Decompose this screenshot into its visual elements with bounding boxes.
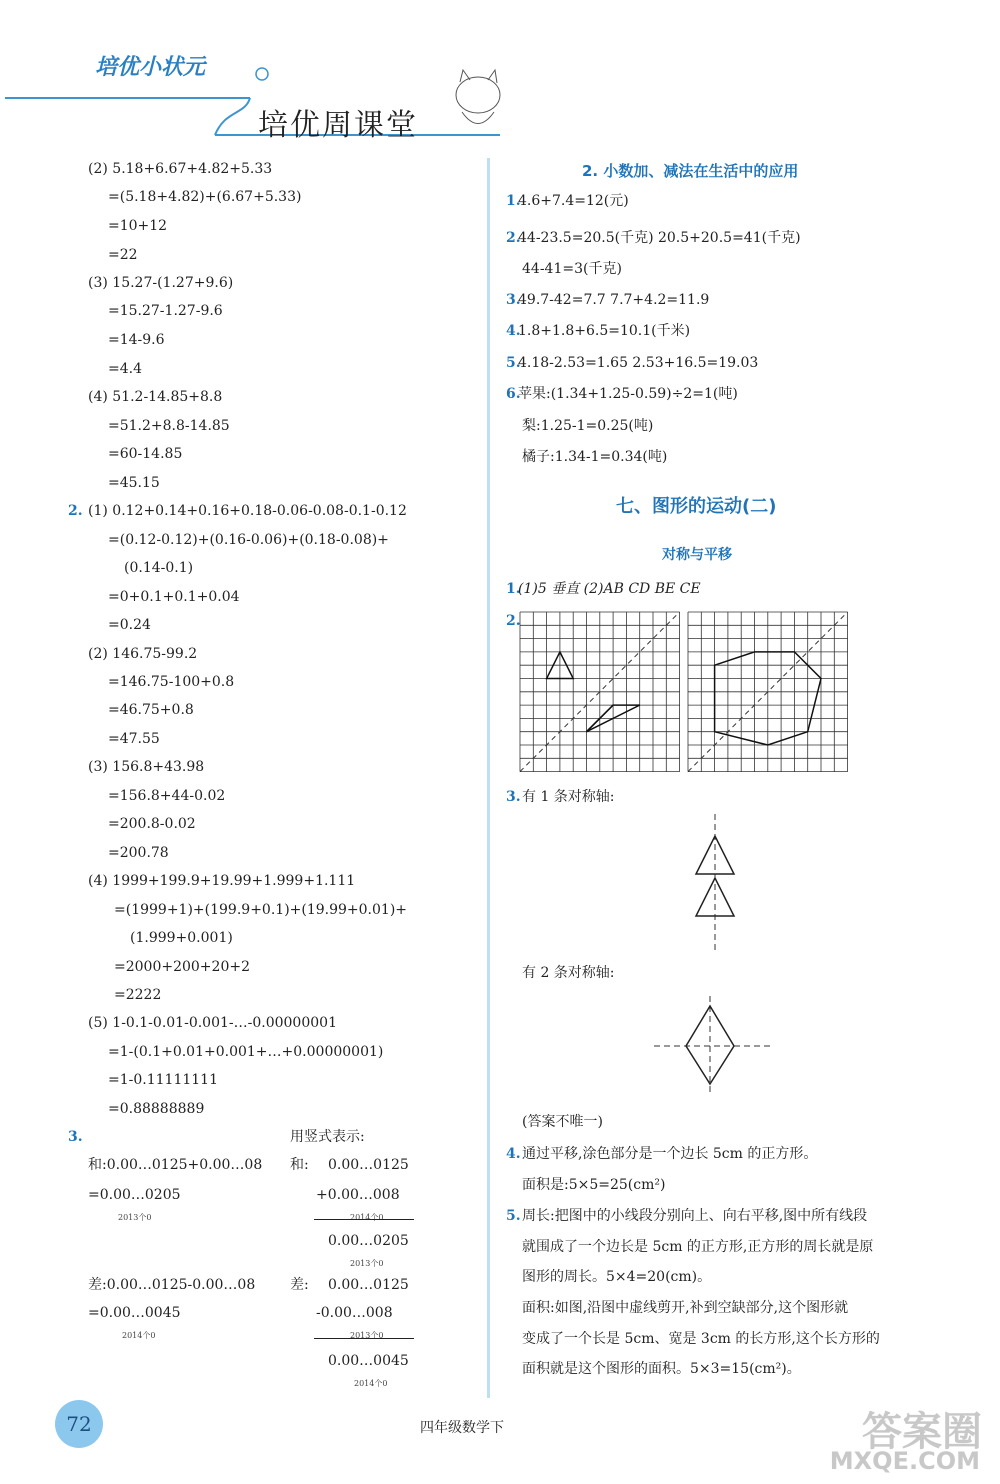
q3-diff-result: =0.00…0045 <box>88 1305 181 1321</box>
watermark-url: MXQE.COM <box>829 1447 980 1475</box>
calc-line: =146.75-100+0.8 <box>108 674 235 690</box>
answer-number: 5. <box>506 355 521 371</box>
v-sum-b-sub: 2014个0 <box>350 1213 384 1222</box>
question-number: 2. <box>68 503 83 519</box>
calc-line: (2) 5.18+6.67+4.82+5.33 <box>88 161 273 177</box>
answer-line: 橘子:1.34-1=0.34(吨) <box>522 449 668 465</box>
cat-icon <box>456 70 500 124</box>
calc-line: =(0.12-0.12)+(0.16-0.06)+(0.18-0.08)+ <box>108 532 389 548</box>
q3-sum-sub: 2013个0 <box>118 1213 152 1222</box>
q5-line1: 周长:把图中的小线段分别向上、向右平移,图中所有线段 <box>522 1208 868 1224</box>
v-diff-result: 0.00…0045 <box>328 1353 409 1369</box>
v-diff-a: 0.00…0125 <box>328 1277 409 1293</box>
answer-number: 3. <box>506 292 521 308</box>
answer-line: 44-41=3(千克) <box>522 261 622 277</box>
header-logo: 培优小状元 <box>95 54 206 80</box>
q5-number: 5. <box>506 1208 521 1224</box>
answer-line: 4.18-2.53=1.65 2.53+16.5=19.03 <box>518 355 759 371</box>
calc-line: (1.999+0.001) <box>130 930 233 946</box>
calc-line: =45.15 <box>108 475 160 491</box>
calc-line: (3) 156.8+43.98 <box>88 759 205 775</box>
calc-line: =60-14.85 <box>108 446 183 462</box>
grid-figures <box>518 610 854 775</box>
answer-line: 梨:1.25-1=0.25(吨) <box>522 418 654 434</box>
sub-title: 对称与平移 <box>662 547 732 563</box>
v-sum-label: 和: <box>290 1157 309 1173</box>
column-divider <box>487 158 490 1398</box>
v-sum-result: 0.00…0205 <box>328 1233 409 1249</box>
calc-line: =(5.18+4.82)+(6.67+5.33) <box>108 189 302 205</box>
calc-line: (1) 0.12+0.14+0.16+0.18-0.06-0.08-0.1-0.12 <box>88 503 407 519</box>
calc-line: =2000+200+20+2 <box>114 959 250 975</box>
q1-answer: (1)5 垂直 (2)AB CD BE CE <box>518 581 701 597</box>
q3-diff-line: 差:0.00…0125-0.00…08 <box>88 1277 256 1293</box>
answer-number: 1. <box>506 193 521 209</box>
q3-note: (答案不唯一) <box>522 1114 603 1130</box>
v-sum-r-sub: 2013个0 <box>350 1259 384 1268</box>
calc-line: =(1999+1)+(199.9+0.1)+(19.99+0.01)+ <box>114 902 408 918</box>
calc-line: =1-(0.1+0.01+0.001+…+0.00000001) <box>108 1044 384 1060</box>
calc-line: =15.27-1.27-9.6 <box>108 303 223 319</box>
section2-title: 2. 小数加、减法在生活中的应用 <box>582 162 799 180</box>
v-diff-r-sub: 2014个0 <box>354 1379 388 1388</box>
q4-line1: 通过平移,涂色部分是一个边长 5cm 的正方形。 <box>522 1146 818 1162</box>
q4-number: 4. <box>506 1146 521 1162</box>
calc-line: =0.88888889 <box>108 1101 205 1117</box>
calc-line: (3) 15.27-(1.27+9.6) <box>88 275 234 291</box>
page-title: 培优周课堂 <box>258 108 418 143</box>
calc-line: =0+0.1+0.1+0.04 <box>108 589 240 605</box>
calc-line: =200.78 <box>108 845 169 861</box>
one-axis-label: 有 1 条对称轴: <box>522 789 615 805</box>
calc-line: =10+12 <box>108 218 168 234</box>
q2-number: 2. <box>506 613 521 629</box>
answer-line: 44-23.5=20.5(千克) 20.5+20.5=41(千克) <box>518 230 801 246</box>
v-diff-b-sub: 2013个0 <box>350 1331 384 1340</box>
q5-line6: 面积就是这个图形的面积。5×3=15(cm²)。 <box>522 1361 801 1377</box>
q5-line4: 面积:如图,沿图中虚线剪开,补到空缺部分,这个图形就 <box>522 1300 849 1316</box>
rhombus-figure <box>652 994 776 1094</box>
v-sum-a: 0.00…0125 <box>328 1157 409 1173</box>
answer-number: 2. <box>506 230 521 246</box>
calc-line: =46.75+0.8 <box>108 702 194 718</box>
v-diff-b: -0.00…008 <box>316 1305 393 1321</box>
two-triangles-figure <box>680 812 750 952</box>
answer-line: 苹果:(1.34+1.25-0.59)÷2=1(吨) <box>518 386 738 402</box>
calc-line: (2) 146.75-99.2 <box>88 646 198 662</box>
v-diff-rule <box>314 1338 414 1339</box>
answer-number: 6. <box>506 386 521 402</box>
calc-line: (4) 51.2-14.85+8.8 <box>88 389 223 405</box>
answer-line: 4.6+7.4=12(元) <box>518 193 629 209</box>
q3-sum-result: =0.00…0205 <box>88 1187 181 1203</box>
q3-vertical-label: 用竖式表示: <box>290 1129 365 1145</box>
answer-line: 1.8+1.8+6.5=10.1(千米) <box>518 323 691 339</box>
calc-line: (0.14-0.1) <box>124 560 194 576</box>
calc-line: (4) 1999+199.9+19.99+1.999+1.111 <box>88 873 356 889</box>
calc-line: =47.55 <box>108 731 160 747</box>
calc-line: =2222 <box>114 987 162 1003</box>
q4-line2: 面积是:5×5=25(cm²) <box>522 1177 666 1193</box>
v-sum-rule <box>314 1219 414 1220</box>
q3-number: 3. <box>68 1129 83 1145</box>
calc-line: =14-9.6 <box>108 332 165 348</box>
calc-line: =0.24 <box>108 617 151 633</box>
q5-line2: 就围成了一个边长是 5cm 的正方形,正方形的周长就是原 <box>522 1239 874 1255</box>
page-number: 72 <box>55 1400 103 1448</box>
calc-line: =156.8+44-0.02 <box>108 788 226 804</box>
answer-number: 4. <box>506 323 521 339</box>
q1-number: 1. <box>506 581 521 597</box>
calc-line: =51.2+8.8-14.85 <box>108 418 230 434</box>
two-axis-label: 有 2 条对称轴: <box>522 965 615 981</box>
calc-line: =22 <box>108 247 138 263</box>
calc-line: =200.8-0.02 <box>108 816 196 832</box>
watermark-logo: 答案圈 <box>862 1409 982 1455</box>
footer-book-title: 四年级数学下 <box>420 1420 504 1436</box>
answer-line: 49.7-42=7.7 7.7+4.2=11.9 <box>518 292 710 308</box>
v-sum-b: +0.00…008 <box>316 1187 400 1203</box>
calc-line: =1-0.11111111 <box>108 1072 218 1088</box>
chapter-title: 七、图形的运动(二) <box>616 496 777 517</box>
q3-sum-line: 和:0.00…0125+0.00…08 <box>88 1157 263 1173</box>
v-diff-label: 差: <box>290 1277 309 1293</box>
q3-diff-sub: 2014个0 <box>122 1331 156 1340</box>
calc-line: (5) 1-0.1-0.01-0.001-…-0.00000001 <box>88 1015 337 1031</box>
q5-line3: 图形的周长。5×4=20(cm)。 <box>522 1269 712 1285</box>
q5-line5: 变成了一个长是 5cm、宽是 3cm 的长方形,这个长方形的 <box>522 1331 880 1347</box>
q3r-number: 3. <box>506 789 521 805</box>
calc-line: =4.4 <box>108 361 142 377</box>
